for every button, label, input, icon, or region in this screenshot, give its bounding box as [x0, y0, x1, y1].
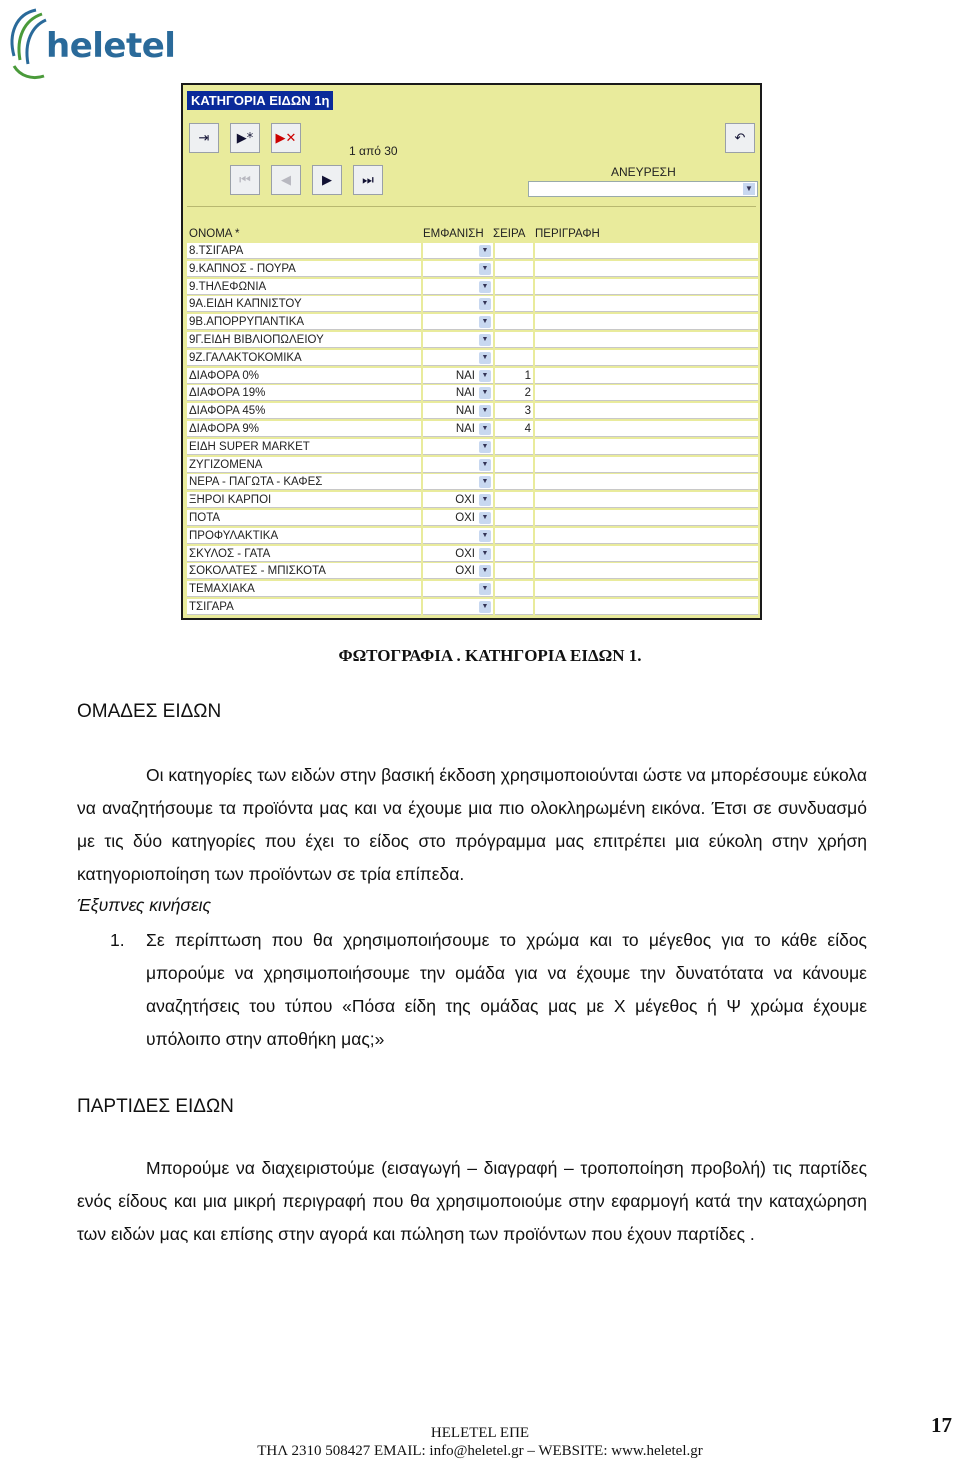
cell-description[interactable] [535, 546, 758, 562]
cell-description[interactable] [535, 528, 758, 544]
chevron-down-icon: ▼ [743, 183, 755, 195]
cell-description[interactable] [535, 385, 758, 401]
cell-show-value: ΟΧΙ [455, 565, 475, 578]
cell-description[interactable] [535, 599, 758, 615]
page-number: 17 [931, 1413, 952, 1437]
chevron-down-icon: ▼ [479, 530, 491, 542]
cell-order[interactable] [495, 261, 533, 277]
chevron-down-icon: ▼ [479, 476, 491, 488]
first-record-icon: ⏮ [239, 172, 251, 188]
divider [187, 206, 756, 207]
cell-order-value: 4 [524, 422, 531, 435]
cell-show-select[interactable] [423, 385, 493, 401]
cell-show-select[interactable] [423, 457, 493, 473]
new-record-button[interactable] [230, 123, 260, 153]
grid-header [187, 224, 758, 243]
chevron-down-icon: ▼ [479, 263, 491, 275]
cell-show-select[interactable] [423, 510, 493, 526]
cell-description[interactable] [535, 296, 758, 312]
cell-show-select[interactable] [423, 403, 493, 419]
cell-order[interactable] [495, 528, 533, 544]
batches-paragraph: Μπορούμε να διαχειριστούμε (εισαγωγή – διαγραφή – τροποποίηση προβολή) τις παρτίδες ενός είδους και μια μικρή περιγραφή που θα χρησιμοποιούμε στην εφαρμογή κατά την καταχώρηση των ειδών μας και επίσης στην αγορά και πώληση των προϊόντων που έχουν παρτίδες . [77, 1158, 867, 1244]
cell-description[interactable] [535, 279, 758, 295]
cell-order[interactable] [495, 314, 533, 330]
cell-order[interactable] [495, 492, 533, 508]
cell-description[interactable] [535, 457, 758, 473]
chevron-down-icon: ▼ [479, 281, 491, 293]
table-row[interactable] [187, 332, 758, 350]
chevron-down-icon: ▼ [479, 298, 491, 310]
grid-rows [187, 243, 758, 617]
cell-name[interactable]: ΣΟΚΟΛΑΤΕΣ - ΜΠΙΣΚΟΤΑ [187, 563, 421, 579]
footer-company: HELETEL ΕΠΕ [430, 1425, 530, 1441]
cell-name[interactable]: ΣΚΥΛΟΣ - ΓΑΤΑ [187, 546, 421, 562]
cell-show-value: ΟΧΙ [455, 511, 475, 524]
new-record-icon: ▶* [236, 130, 254, 146]
figure-caption: ΦΩΤΟΓΡΑΦΙΑ . ΚΑΤΗΓΟΡΙΑ ΕΙΔΩΝ 1. [338, 646, 642, 665]
table-row[interactable] [187, 314, 758, 332]
cell-order-value: 3 [524, 405, 531, 418]
chevron-down-icon: ▼ [479, 316, 491, 328]
cell-description[interactable] [535, 243, 758, 259]
last-record-icon: ⏭ [362, 172, 374, 188]
cell-order[interactable] [495, 474, 533, 490]
column-header-description: ΠΕΡΙΓΡΑΦΗ [535, 228, 600, 240]
cell-show-select[interactable] [423, 492, 493, 508]
cell-description[interactable] [535, 474, 758, 490]
cell-order-value: 2 [524, 387, 531, 400]
table-row[interactable] [187, 581, 758, 599]
cell-show-select[interactable] [423, 296, 493, 312]
table-row[interactable] [187, 439, 758, 457]
groups-paragraph: Οι κατηγορίες των ειδών στην βασική έκδοση χρησιμοποιούνται ώστε να μπορέσουμε εύκολα να αναζητήσουμε τα προϊόντα μας και να έχουμε μια πιο ολοκληρωμένη εικόνα. Έτσι σε συνδυασμό με τις δύο κατηγορίες που έχει το είδος στο πρόγραμμα μας επιτρέπει μια εύκολη στην χρήση κατηγοριοποίηση των προϊόντων σε τρία επίπεδα. [77, 765, 867, 884]
column-header-order: ΣΕΙΡΑ [493, 228, 526, 240]
column-header-show: ΕΜΦΑΝΙΣΗ [423, 228, 484, 240]
column-header-name: ΟΝΟΜΑ * [189, 228, 240, 240]
chevron-down-icon: ▼ [479, 494, 491, 506]
cell-name[interactable]: ΝΕΡΑ - ΠΑΓΩΤΑ - ΚΑΦΕΣ [187, 474, 421, 490]
category-grid [187, 224, 758, 617]
cell-name[interactable]: 9Γ.ΕΙΔΗ ΒΙΒΛΙΟΠΩΛΕΙΟΥ [187, 332, 421, 348]
chevron-down-icon: ▼ [479, 583, 491, 595]
cell-order[interactable] [495, 385, 533, 401]
next-record-icon: ▶ [322, 172, 332, 188]
cell-order[interactable] [495, 457, 533, 473]
delete-record-icon: ▶✕ [275, 130, 297, 146]
table-row[interactable] [187, 368, 758, 386]
table-row[interactable] [187, 563, 758, 581]
cell-show-select[interactable] [423, 546, 493, 562]
cell-order[interactable] [495, 510, 533, 526]
table-row[interactable] [187, 528, 758, 546]
table-row[interactable] [187, 421, 758, 439]
table-row[interactable] [187, 243, 758, 261]
table-row[interactable] [187, 261, 758, 279]
cell-description[interactable] [535, 332, 758, 348]
cell-show-value: ΝΑΙ [455, 422, 475, 435]
chevron-down-icon: ▼ [479, 459, 491, 471]
chevron-down-icon: ▼ [479, 245, 491, 257]
chevron-down-icon: ▼ [479, 423, 491, 435]
chevron-down-icon: ▼ [479, 405, 491, 417]
cell-show-select[interactable] [423, 474, 493, 490]
cell-order[interactable] [495, 368, 533, 384]
first-record-button[interactable] [230, 165, 260, 195]
cell-show-select[interactable] [423, 279, 493, 295]
list-item-number: 1. [110, 930, 125, 950]
logo-text: heletel [46, 26, 176, 66]
cell-name[interactable]: ΠΡΟΦΥΛΑΚΤΙΚΑ [187, 528, 421, 544]
cell-description[interactable] [535, 421, 758, 437]
cell-order[interactable] [495, 599, 533, 615]
chevron-down-icon: ▼ [479, 512, 491, 524]
cell-show-select[interactable] [423, 368, 493, 384]
cell-name[interactable]: ΔΙΑΦΟΡΑ 19% [187, 385, 421, 401]
last-record-button[interactable] [353, 165, 383, 195]
chevron-down-icon: ▼ [479, 601, 491, 613]
cell-show-value: ΝΑΙ [455, 369, 475, 382]
cell-description[interactable] [535, 314, 758, 330]
table-row[interactable] [187, 403, 758, 421]
chevron-down-icon: ▼ [479, 548, 491, 560]
cell-name[interactable]: 8.ΤΣΙΓΑΡΑ [187, 243, 421, 259]
heletel-logo [6, 6, 176, 84]
cell-name[interactable]: ΖΥΓΙΖΟΜΕΝΑ [187, 457, 421, 473]
table-row[interactable] [187, 457, 758, 475]
window-title: ΚΑΤΗΓΟΡΙΑ ΕΙΔΩΝ 1η [187, 91, 333, 110]
cell-name[interactable]: ΔΙΑΦΟΡΑ 45% [187, 403, 421, 419]
cell-description[interactable] [535, 439, 758, 455]
table-row[interactable] [187, 350, 758, 368]
cell-order[interactable] [495, 243, 533, 259]
section-heading-groups: ΟΜΑΔΕΣ ΕΙΔΩΝ [77, 701, 222, 722]
chevron-down-icon: ▼ [479, 387, 491, 399]
footer-contact: ΤΗΛ 2310 508427 EMAIL: info@heletel.gr – WEBSITE: www.heletel.gr [257, 1443, 703, 1459]
cell-name[interactable]: 9.ΚΑΠΝΟΣ - ΠΟΥΡΑ [187, 261, 421, 277]
exit-button[interactable] [189, 123, 219, 153]
cell-show-select[interactable] [423, 332, 493, 348]
cell-order[interactable] [495, 439, 533, 455]
cell-order[interactable] [495, 350, 533, 366]
table-row[interactable] [187, 385, 758, 403]
cell-name[interactable]: ΤΣΙΓΑΡΑ [187, 599, 421, 615]
cell-name[interactable]: ΤΕΜΑΧΙΑΚΑ [187, 581, 421, 597]
cell-order[interactable] [495, 421, 533, 437]
cell-description[interactable] [535, 403, 758, 419]
list-item-text: Σε περίπτωση που θα χρησιμοποιήσουμε το χρώμα και το μέγεθος για το κάθε είδος μπορούμε να χρησιμοποιήσουμε την ομάδα για να έχουμε την δυνατότατα να κάνουμε αναζητήσεις του τύπου «Πόσα είδη της ομάδας μας με Χ μέγεθος ή Ψ χρώμα έχουμε υπόλοιπο στην αποθήκη μας;» [146, 930, 867, 1049]
cell-show-select[interactable] [423, 599, 493, 615]
cell-name[interactable]: 9Ζ.ΓΑΛΑΚΤΟΚΟΜΙΚΑ [187, 350, 421, 366]
chevron-down-icon: ▼ [479, 352, 491, 364]
undo-icon: ↶ [734, 130, 746, 146]
cell-show-select[interactable] [423, 350, 493, 366]
chevron-down-icon: ▼ [479, 334, 491, 346]
search-label: ΑΝΕΥΡΕΣΗ [611, 165, 676, 179]
delete-record-button[interactable] [271, 123, 301, 153]
section-heading-batches: ΠΑΡΤΙΔΕΣ ΕΙΔΩΝ [77, 1096, 234, 1117]
cell-show-select[interactable] [423, 439, 493, 455]
table-row[interactable] [187, 492, 758, 510]
chevron-down-icon: ▼ [479, 441, 491, 453]
cell-show-value: ΝΑΙ [455, 405, 475, 418]
cell-order[interactable] [495, 296, 533, 312]
cell-order[interactable] [495, 581, 533, 597]
cell-show-select[interactable] [423, 581, 493, 597]
cell-name[interactable]: 9Β.ΑΠΟΡΡΥΠΑΝΤΙΚΑ [187, 314, 421, 330]
cell-description[interactable] [535, 563, 758, 579]
chevron-down-icon: ▼ [479, 565, 491, 577]
previous-record-button[interactable] [271, 165, 301, 195]
cell-description[interactable] [535, 350, 758, 366]
cell-description[interactable] [535, 510, 758, 526]
table-row[interactable] [187, 510, 758, 528]
exit-icon: ⇥ [198, 130, 210, 146]
category-window [181, 83, 762, 620]
cell-name[interactable]: ΠΟΤΑ [187, 510, 421, 526]
cell-show-value: ΟΧΙ [455, 494, 475, 507]
undo-button[interactable] [725, 123, 755, 153]
chevron-down-icon: ▼ [479, 370, 491, 382]
cell-name[interactable]: ΔΙΑΦΟΡΑ 0% [187, 368, 421, 384]
cell-description[interactable] [535, 368, 758, 384]
cell-show-select[interactable] [423, 528, 493, 544]
search-select[interactable] [528, 181, 758, 197]
smart-moves-subheading: Έξυπνες κινήσεις [77, 895, 212, 915]
cell-show-select[interactable] [423, 261, 493, 277]
cell-description[interactable] [535, 261, 758, 277]
previous-record-icon: ◀ [281, 172, 291, 188]
cell-show-select[interactable] [423, 421, 493, 437]
table-row[interactable] [187, 546, 758, 564]
cell-show-select[interactable] [423, 563, 493, 579]
next-record-button[interactable] [312, 165, 342, 195]
table-row[interactable] [187, 296, 758, 314]
cell-show-value: ΝΑΙ [455, 387, 475, 400]
cell-order-value: 1 [524, 369, 531, 382]
record-counter: 1 από 30 [349, 144, 398, 158]
cell-show-value: ΟΧΙ [455, 547, 475, 560]
cell-name[interactable]: 9Α.ΕΙΔΗ ΚΑΠΝΙΣΤΟΥ [187, 296, 421, 312]
cell-name[interactable]: ΞΗΡΟΙ ΚΑΡΠΟΙ [187, 492, 421, 508]
cell-order[interactable] [495, 563, 533, 579]
cell-name[interactable]: ΕΙΔΗ SUPER MARKET [187, 439, 421, 455]
cell-show-select[interactable] [423, 314, 493, 330]
cell-description[interactable] [535, 581, 758, 597]
cell-order[interactable] [495, 279, 533, 295]
cell-show-select[interactable] [423, 243, 493, 259]
table-row[interactable] [187, 474, 758, 492]
table-row[interactable] [187, 599, 758, 617]
table-row[interactable] [187, 279, 758, 297]
cell-description[interactable] [535, 492, 758, 508]
cell-name[interactable]: 9.ΤΗΛΕΦΩΝΙΑ [187, 279, 421, 295]
cell-order[interactable] [495, 403, 533, 419]
cell-order[interactable] [495, 332, 533, 348]
cell-name[interactable]: ΔΙΑΦΟΡΑ 9% [187, 421, 421, 437]
cell-order[interactable] [495, 546, 533, 562]
